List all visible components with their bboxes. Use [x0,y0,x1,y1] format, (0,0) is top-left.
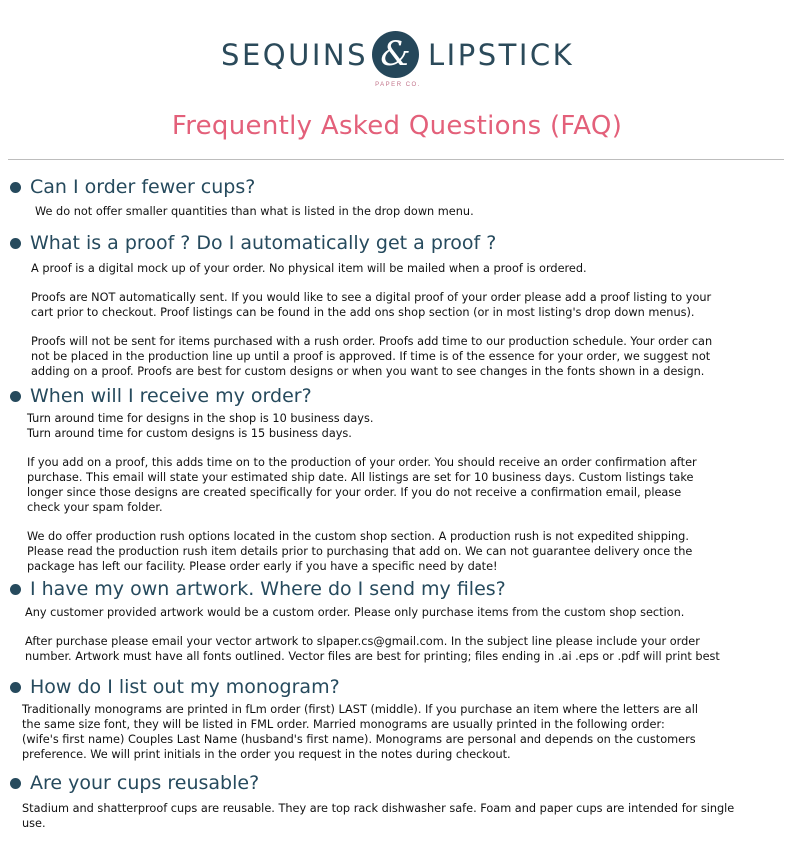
divider [8,159,784,160]
answer-line: Proofs will not be sent for items purchased with a rush order. Proofs add time to our production schedule. Your order can [31,335,713,348]
answer-line: not be placed in the production line up until a proof is approved. If time is of the essence for your order, we suggest not [31,350,711,363]
answer-line: cart prior to checkout. Proof listings can be found in the add ons shop section (or in most listing's drop down menus). [31,306,695,319]
faq-question-text: How do I list out my monogram? [30,676,340,698]
answer-line: After purchase please email your vector artwork to slpaper.cs@gmail.com. In the subject line please include your order [25,635,700,648]
answer-line: We do offer production rush options located in the custom shop section. A production rush is not expedited shipping. [27,530,689,543]
faq-answer [22,801,734,831]
answer-line: (wife's first name) Couples Last Name (husband's first name). Monograms are personal and depends on the customers [22,733,696,746]
bullet-icon [10,778,21,789]
faq-question [10,578,506,600]
answer-line: We do not offer smaller quantities than what is listed in the drop down menu. [35,205,474,218]
brand-subtitle: PAPER CO. [375,82,421,88]
answer-line: longer since those designs are created specifically for your order. If you do not receive a confirmation email, please [27,486,682,499]
bullet-icon [10,238,21,249]
ampersand-icon: & [372,31,419,78]
page-title: Frequently Asked Questions (FAQ) [171,111,623,141]
answer-line: package has left our facility. Please order early if you have a specific need by date! [27,560,498,573]
faq-question [10,176,255,198]
faq-question [10,232,496,254]
answer-line: Traditionally monograms are printed in fLm order (first) LAST (middle). If you purchase an item where the letters are all [22,703,698,716]
answer-line: adding on a proof. Proofs are best for custom designs or when you want to see changes in the fonts shown in a design. [31,365,705,378]
faq-question-text: Can I order fewer cups? [30,176,256,198]
brand-right-word: LIPSTICK [428,38,575,72]
faq-answer [27,411,697,574]
brand-logo [0,26,794,102]
answer-line: If you add on a proof, this adds time on to the production of your order. You should receive an order confirmation after [27,456,697,469]
faq-answer [31,261,712,379]
faq-answer [25,605,720,664]
answer-line: purchase. This email will state your estimated ship date. All listings are set for 10 business days. Custom listings take [27,471,694,484]
faq-question-text: Are your cups reusable? [30,772,260,794]
bullet-icon [10,584,21,595]
faq-question-text: I have my own artwork. Where do I send my files? [30,578,506,600]
answer-line: Stadium and shatterproof cups are reusable. They are top rack dishwasher safe. Foam and paper cups are intended for single [22,802,735,815]
faq-answer [22,702,698,762]
bullet-icon [10,182,21,193]
bullet-icon [10,682,21,693]
answer-line: Please read the production rush item details prior to purchasing that add on. We can not guarantee delivery once the [27,545,693,558]
answer-line: the same size font, they will be listed in FML order. Married monograms are usually printed in the following order: [22,718,665,731]
answer-line: check your spam folder. [27,501,163,514]
answer-line: Turn around time for designs in the shop is 10 business days. [27,412,374,425]
faq-question [10,676,340,698]
faq-answer [35,204,474,219]
answer-line: number. Artwork must have all fonts outlined. Vector files are best for printing; files ending in .ai .eps or .pdf will print best [25,650,720,663]
answer-line: use. [22,817,46,830]
faq-question [10,772,259,794]
faq-question-text: What is a proof ? Do I automatically get a proof ? [30,232,497,254]
answer-line: Turn around time for custom designs is 15 business days. [27,427,352,440]
brand-left-word: SEQUINS [221,38,368,72]
faq-question [10,385,312,407]
bullet-icon [10,391,21,402]
faq-question-text: When will I receive my order? [30,385,312,407]
answer-line: A proof is a digital mock up of your order. No physical item will be mailed when a proof is ordered. [31,262,587,275]
answer-line: Any customer provided artwork would be a custom order. Please only purchase items from the custom shop section. [25,606,685,619]
answer-line: preference. We will print initials in the order you request in the notes during checkout. [22,748,511,761]
answer-line: Proofs are NOT automatically sent. If you would like to see a digital proof of your order please add a proof listing to your [31,291,712,304]
